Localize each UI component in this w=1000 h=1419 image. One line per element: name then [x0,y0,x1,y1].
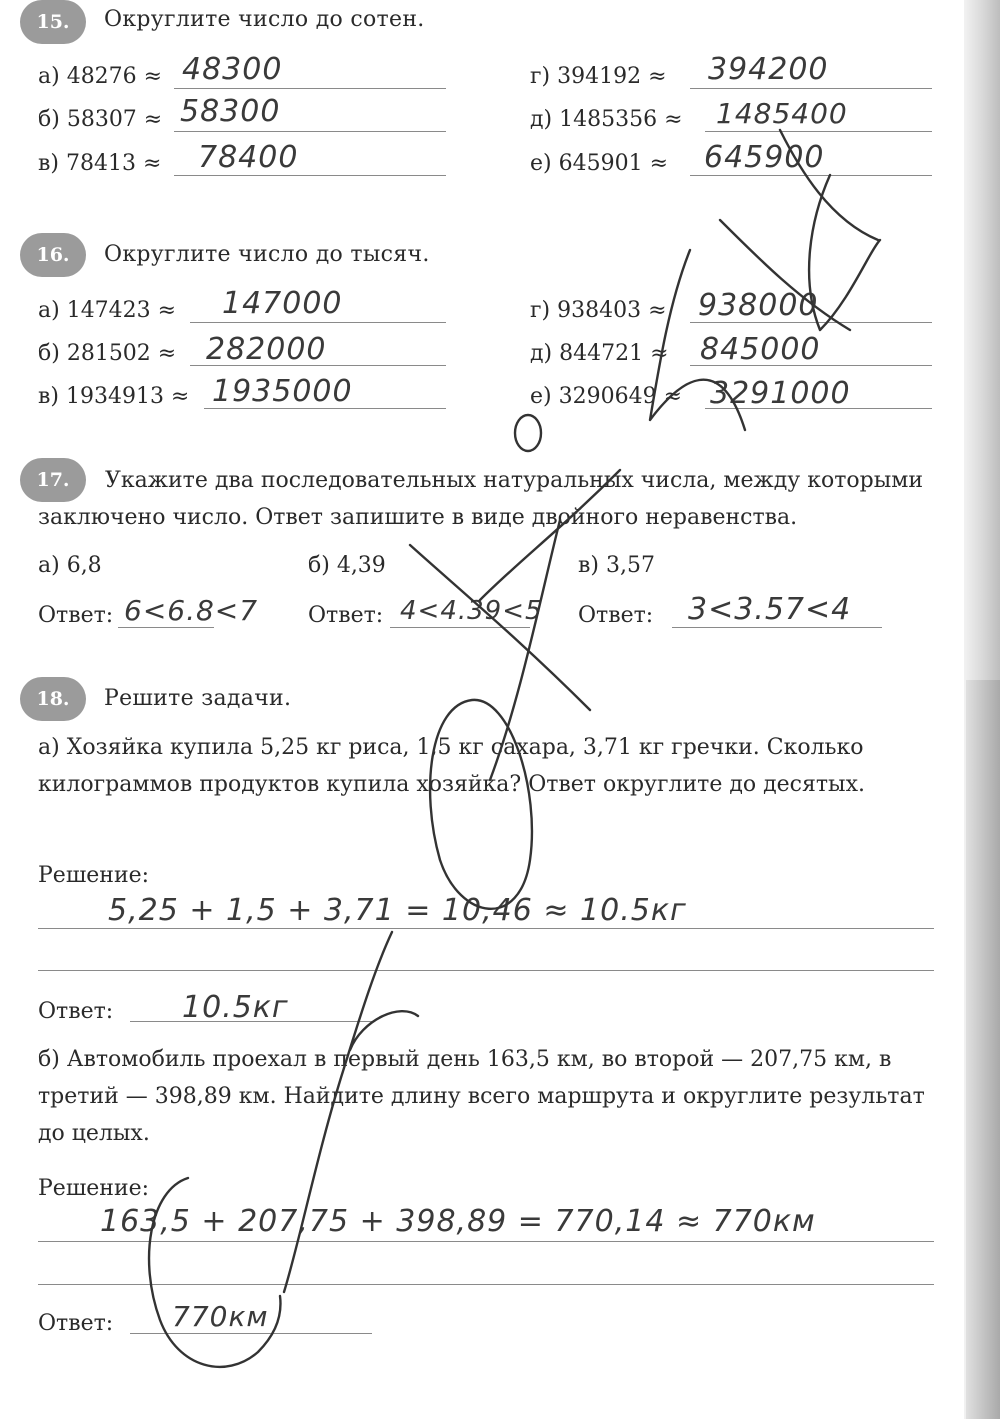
scribble-letter-o [430,700,532,909]
ex15-item-e-answer: 645900 [704,140,825,175]
exercise-17-badge: 17. [20,458,86,502]
ex16-item-e-answer: 3291000 [710,376,851,411]
ex16-item-b-label: б) 281502 ≈ [38,341,177,366]
exercise-16-title: Округлите число до тысяч. [104,242,430,267]
ex16-item-a-answer: 147000 [222,286,343,321]
ex16-item-b-answer: 282000 [206,332,327,367]
ex17-item-b-answer: 4<4.39<5 [400,596,543,626]
ex16-item-v-label: в) 1934913 ≈ [38,384,190,409]
ex18a-answer: 10.5кг [182,990,289,1025]
exercise-17-text: Укажите два последовательных натуральных числа, между которыми заключено число. Ответ запишите в виде двойного неравенства. [38,468,923,530]
exercise-18-title: Решите задачи. [104,686,292,711]
ex15-item-v-answer: 78400 [198,140,299,175]
scribble-letter-k-diag [480,470,620,600]
ex18a-solution: 5,25 + 1,5 + 3,71 = 10,46 ≈ 10.5кг [108,893,687,928]
exercise-16-badge: 16. [20,233,86,277]
ex15-item-g-label: г) 394192 ≈ [530,64,667,89]
ex15-item-d-answer: 1485400 [716,97,848,130]
ex18a-solution-label: Решение: [38,863,150,888]
exercise-15-title: Округлите число до сотен. [104,7,425,32]
ex18b-answer-label: Ответ: [38,1311,114,1336]
exercise-18-badge: 18. [20,677,86,721]
scribble-letter-i-1 [650,250,745,430]
ex15-item-g-answer: 394200 [708,52,829,87]
ex16-item-d-label: д) 844721 ≈ [530,341,669,366]
ex18b-answer: 770км [172,1300,269,1333]
ex16-item-e-label: е) 3290649 ≈ [530,384,683,409]
ex15-item-b-answer: 58300 [180,94,281,129]
scribble-letter-i-3 [809,175,880,330]
scribble-letter-c [149,1178,280,1367]
scribble-small-o [515,415,541,451]
ex15-item-d-label: д) 1485356 ≈ [530,107,683,132]
ex17-item-a-answer-label: Ответ: [38,603,114,628]
ex16-item-d-answer: 845000 [700,332,821,367]
ex17-item-v-label: в) 3,57 [578,553,655,578]
ex15-item-a-answer: 48300 [182,52,283,87]
ex17-item-v-answer-label: Ответ: [578,603,654,628]
ex16-item-a-label: а) 147423 ≈ [38,298,177,323]
ex17-item-b-label: б) 4,39 [308,553,386,578]
ex18b-solution: 163,5 + 207,75 + 398,89 = 770,14 ≈ 770км [100,1204,816,1239]
exercise-18a-text: а) Хозяйка купила 5,25 кг риса, 1,5 кг сахара, 3,71 кг гречки. Сколько килограммов продуктов купила хозяйка? Ответ округлите до десятых. [38,735,865,797]
exercise-15-badge: 15. [20,0,86,44]
ex15-item-v-label: в) 78413 ≈ [38,151,162,176]
scribble-letter-a [284,932,418,1292]
ex16-item-v-answer: 1935000 [212,374,353,409]
ex17-item-v-answer: 3<3.57<4 [688,592,852,627]
ex15-item-a-label: а) 48276 ≈ [38,64,163,89]
scribble-letter-k-arm [410,545,590,710]
scribble-letter-i-2 [720,220,850,330]
ex17-item-a-label: а) 6,8 [38,553,102,578]
ex16-item-g-answer: 938000 [698,288,819,323]
ex16-item-g-label: г) 938403 ≈ [530,298,667,323]
exercise-18b-text: б) Автомобиль проехал в первый день 163,5 км, во второй — 207,75 км, в третий — 398,89 км. Найдите длину всего маршрута и округлите результат до целых. [38,1047,925,1146]
ex15-item-b-label: б) 58307 ≈ [38,107,163,132]
ex15-item-e-label: е) 645901 ≈ [530,151,669,176]
ex18b-solution-label: Решение: [38,1176,150,1201]
scribble-letter-i-4 [780,130,878,240]
ex18a-answer-label: Ответ: [38,999,114,1024]
ex17-item-b-answer-label: Ответ: [308,603,384,628]
ex17-item-a-answer: 6<6.8<7 [124,594,259,627]
